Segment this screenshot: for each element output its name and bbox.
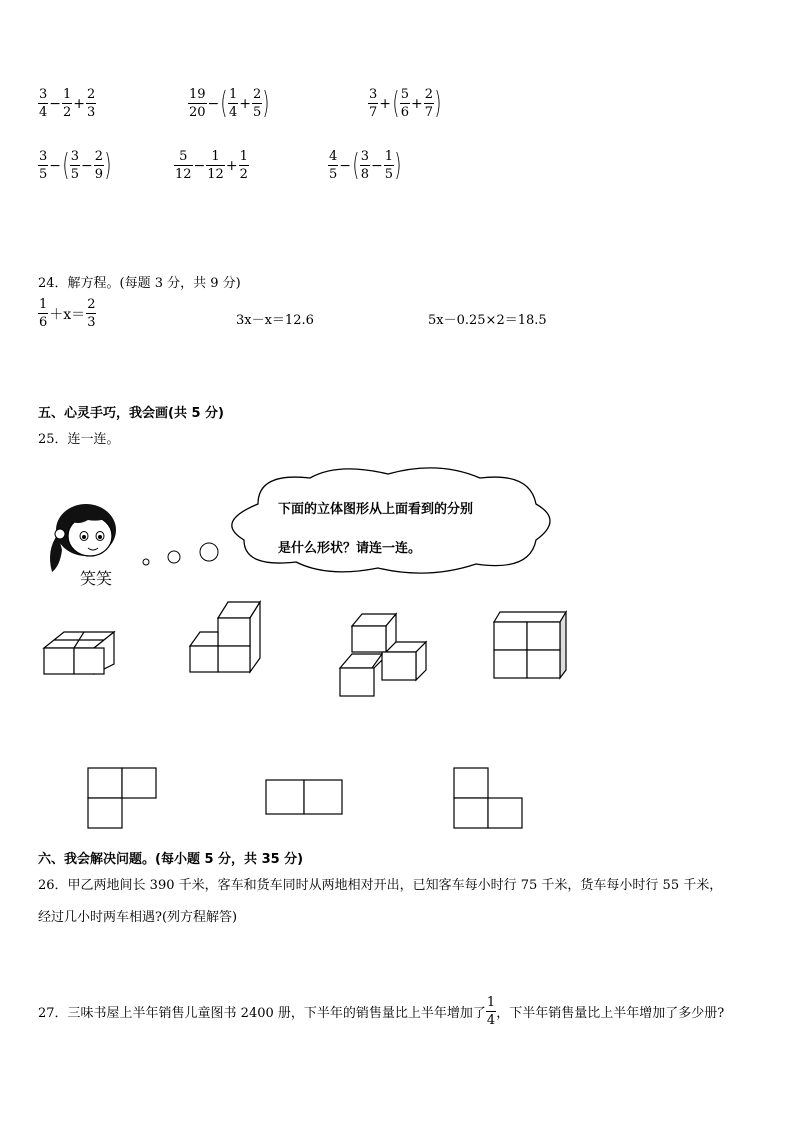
cloud-text-line-2: 是什么形状？请连一连。 [278,541,422,556]
fraction: $\frac{1}{4}$ [229,87,238,120]
fraction: $\frac{3}{4}$ [39,87,48,120]
fraction: $\frac{19}{20}$ [189,87,206,120]
fraction: $\frac{2}{5}$ [253,87,262,120]
operator: + [411,95,423,112]
question-24-title: 24．解方程。(每题 3 分，共 9 分) [38,276,241,291]
fraction: $\frac{3}{8}$ [360,149,370,182]
fraction: $\frac{2}{3}$ [87,297,96,330]
operator: + [379,95,392,112]
equation-1 [38,298,96,329]
operator: + [225,157,238,174]
question-27-text-2: ，下半年销售量比上半年增加了多少册? [496,1006,725,1021]
calc-expression-1-3: $\frac{3}{7}$ + ( $\frac{5}{6}$ + $\frac{2}{7}$ ) [369,85,442,121]
operator: − [193,157,206,174]
question-26-line-1: 26．甲乙两地间长 390 千米，客车和货车同时从两地相对开出，已知客车每小时行 75 千米，货车每小时行 55 千米， [38,878,723,893]
solid-figure-3 [338,610,428,698]
equation-text: ＋x＝ [49,306,86,323]
solid-figure-2 [188,600,268,676]
fraction: $\frac{2}{9}$ [94,149,104,182]
girl-name: 笑笑 [80,569,113,588]
operator: − [49,157,62,174]
calc-expression-1-1 [38,88,96,119]
top-view-shape-3 [452,766,526,832]
top-view-shape-1 [86,766,158,832]
operator: − [81,157,93,174]
fraction: $\frac{1}{4}$ [486,995,496,1028]
thought-dots [140,540,220,570]
fraction: $\frac{2}{7}$ [424,87,434,120]
operator: + [73,95,86,112]
calc-expression-2-3: $\frac{4}{5}$ − ( $\frac{3}{8}$ − $\frac{1}{5}$ ) [329,147,402,183]
fraction: $\frac{5}{12}$ [175,149,192,182]
fraction: $\frac{5}{6}$ [400,87,410,120]
question-27 [38,996,724,1027]
fraction: $\frac{3}{5}$ [70,149,80,182]
question-26-line-2: 经过几小时两车相遇?(列方程解答) [38,910,238,925]
calc-expression-2-2 [174,150,249,181]
operator: + [239,95,252,112]
top-view-shape-2 [264,778,348,818]
operator: − [371,157,383,174]
calc-expression-1-2: $\frac{19}{20}$ − ( $\frac{1}{4}$ + $\frac{2}{5}$ ) [189,85,270,121]
operator: − [207,95,220,112]
section-6-title: 六、我会解决问题。(每小题 5 分，共 35 分) [38,852,304,867]
fraction: $\frac{3}{7}$ [369,87,378,120]
section-5-title: 五、心灵手巧，我会画(共 5 分) [38,406,224,421]
fraction: $\frac{1}{12}$ [207,149,224,182]
fraction: $\frac{1}{2}$ [239,149,248,182]
question-25-title: 25．连一连。 [38,432,120,447]
calc-expression-2-1: $\frac{3}{5}$ − ( $\frac{3}{5}$ − $\frac{2}{9}$ ) [39,147,112,183]
fraction: $\frac{1}{5}$ [384,149,394,182]
cloud-text-line-1: 下面的立体图形从上面看到的分别 [278,502,474,517]
equation-2: 3x－x＝12.6 [236,313,314,328]
fraction: $\frac{3}{5}$ [39,149,48,182]
operator: − [339,157,352,174]
fraction: $\frac{2}{3}$ [87,87,96,120]
fraction: $\frac{4}{5}$ [329,149,338,182]
equation-3: 5x－0.25×2＝18.5 [428,313,547,328]
thought-cloud [218,464,564,578]
operator: − [49,95,62,112]
fraction: $\frac{1}{2}$ [63,87,72,120]
solid-figure-4 [492,610,572,682]
question-27-text-1: 27．三味书屋上半年销售儿童图书 2400 册，下半年的销售量比上半年增加了 [38,1006,486,1021]
fraction: $\frac{1}{6}$ [39,297,48,330]
solid-figure-1 [42,618,122,678]
